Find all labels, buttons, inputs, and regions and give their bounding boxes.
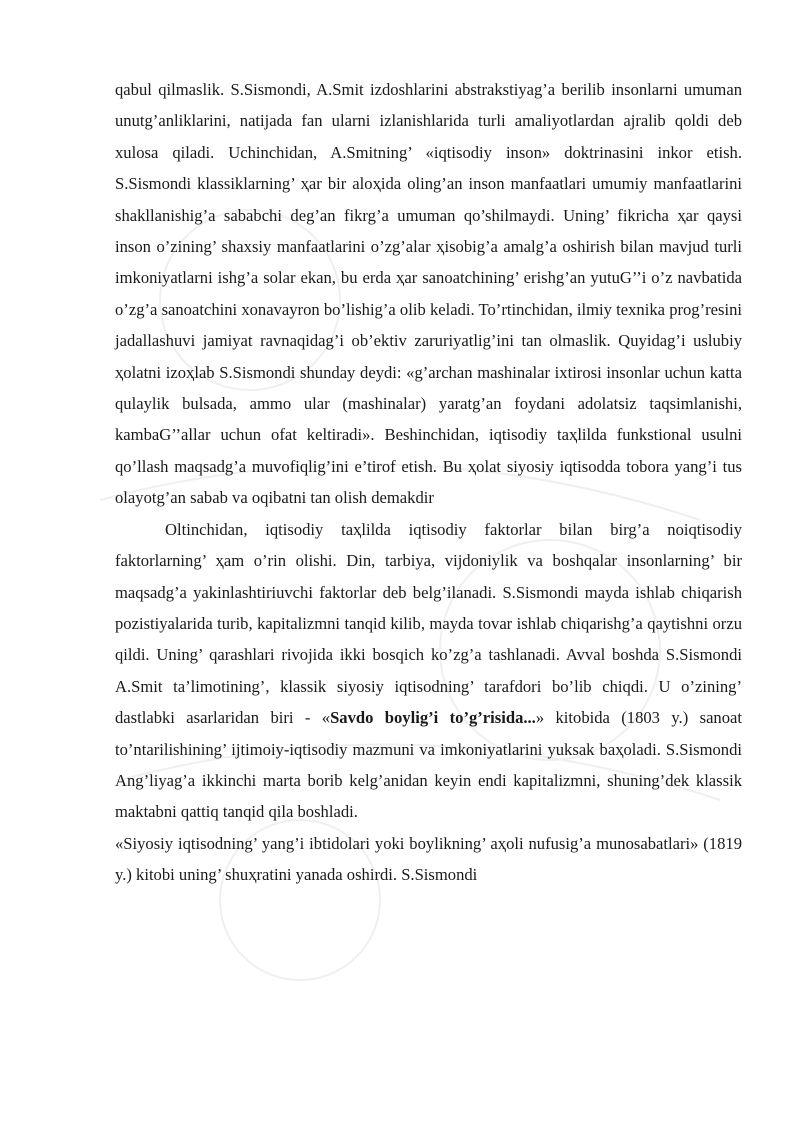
paragraph-2-end: » kitobida (1803 y.) sanoat to’ntarilishining’ ijtimoiy-iqtisodiy mazmuni va imkoniyatlarini yuksak baҳoladi. S.Sismondi Ang’liyag’a ikkinchi marta borib kelg’anidan keyin endi kapitalizmni, shuning’dek klassik maktabni qattiq tanqid qila boshladi. bbox=[115, 708, 743, 822]
book-title-bold: Savdo boylig’i to’g’risida... bbox=[330, 708, 536, 728]
paragraph-2 bbox=[115, 514, 742, 828]
document-body bbox=[115, 74, 742, 891]
paragraph-1: qabul qilmaslik. S.Sismondi, A.Smit izdoshlarini abstrakstiyag’a berilib insonlarni umuman unutg’anliklarini, natijada fan ularni izlanishlarida turli amaliyotlardan ajralib qoldi deb xulosa qiladi. Uchinchidan, A.Smitning’ «iqtisodiy inson» doktrinasini inkor etish. S.Sismondi klassiklarning’ ҳar bir aloҳida oling’an inson manfaatlari umumiy manfaatlarini shakllanishig’a sababchi deg’an fikrg’a umuman qo’shilmaydi. Uning’ fikricha ҳar qaysi inson o’zining’ shaxsiy manfaatlarini o’zg’alar ҳisobig’a amalg’a oshirish bilan mavjud turli imkoniyatlarni ishg’a solar ekan, bu erda ҳar sanoatchining’ erishg’an yutuG’’i o’z navbatida o’zg’a sanoatchini xonavayron bo’lishig’a olib keladi. To’rtinchidan, ilmiy texnika prog’resini jadallashuvi jamiyat ravnaqidag’i ob’ektiv zaruriyatlig’ini tan olmaslik. Quyidag’i uslubiy ҳolatni izoҳlab S.Sismondi shunday deydi: «g’archan mashinalar ixtirosi insonlar uchun katta qulaylik bulsada, ammo ular (mashinalar) yaratg’an foydani adolatsiz taqsimlanishi, kambaG’’allar uchun ofat keltiradi». Beshinchidan, iqtisodiy taҳlilda funkstional usulni qo’llash maqsadg’a muvofiqlig’ini e’tirof etish. Bu ҳolat siyosiy iqtisodda tobora yang’i tus olayotg’an sabab va oqibatni tan olish demakdir bbox=[115, 80, 742, 508]
paragraph-2-text: Oltinchidan, iqtisodiy taҳlilda iqtisodiy faktorlar bilan birg’a noiqtisodiy faktorlarning’ ҳam o’rin olishi. Din, tarbiya, vijdoniylik va boshqalar insonlarning’ bir maqsadg’a yakinlashtiriuvchi faktorlar deb belg’ilanadi. S.Sismondi mayda ishlab chiqarish pozistiyalarida turib, kapitalizmni tanqid kilib, mayda tovar ishlab chiqarishg’a qaytishni orzu qildi. Uning’ qarashlari rivojida ikki bosqich ko’zg’a tashlanadi. Avval boshda S.Sismondi A.Smit ta’limotining’, klassik siyosiy iqtisodning’ tarafdori bo’lib chiqdi. U o’zining’ dastlabki asarlaridan biri - « bbox=[115, 519, 742, 728]
paragraph-3: «Siyosiy iqtisodning’ yang’i ibtidolari yoki boylikning’ aҳoli nufusig’a munosabatlari» (1819 y.) kitobi uning’ shuҳratini yanada oshirdi. S.Sismondi bbox=[115, 833, 742, 885]
